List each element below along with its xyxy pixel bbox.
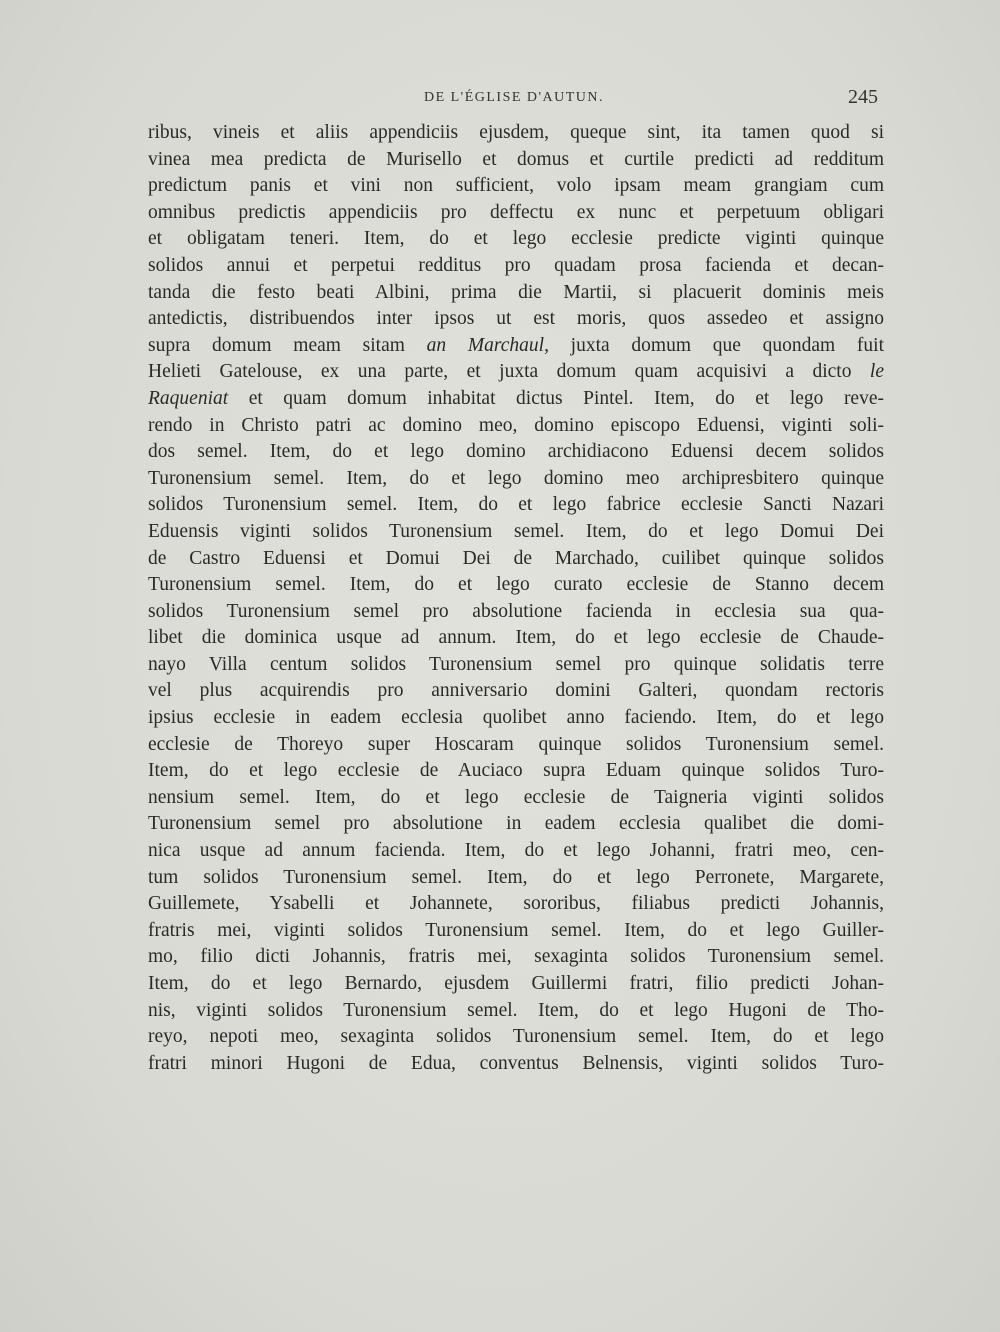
- text-line: vel plus acquirendis pro anniversario domini Galteri, quondam rectoris: [148, 680, 884, 702]
- text-line: [148, 359, 884, 386]
- body-text: [148, 120, 884, 1077]
- text-line: Eduensis viginti solidos Turonensium semel. Item, do et lego Domui Dei: [148, 520, 884, 542]
- text-line: de Castro Eduensi et Domui Dei de Marchado, cuilibet quinque solidos: [148, 547, 884, 569]
- text-line: [148, 386, 884, 413]
- text-line: fratris mei, viginti solidos Turonensium semel. Item, do et lego Guiller-: [148, 919, 884, 941]
- text-line: ribus, vineis et aliis appendiciis ejusdem, queque sint, ita tamen quod si: [148, 122, 884, 143]
- text-line: solidos Turonensium semel. Item, do et lego fabrice ecclesie Sancti Nazari: [148, 494, 884, 516]
- text-line: Turonensium semel pro absolutione in eadem ecclesia qualibet die domi-: [148, 813, 884, 835]
- italic-text: an Marchaul,: [426, 334, 549, 356]
- text-line: tanda die festo beati Albini, prima die Martii, si placuerit dominis meis: [148, 281, 884, 303]
- text-line: Item, do et lego ecclesie de Auciaco supra Eduam quinque solidos Turo-: [148, 760, 884, 782]
- text-line: reyo, nepoti meo, sexaginta solidos Turonensium semel. Item, do et lego: [148, 1026, 884, 1048]
- text-line: nis, viginti solidos Turonensium semel. Item, do et lego Hugoni de Tho-: [148, 999, 884, 1021]
- text-line: predictum panis et vini non sufficient, volo ipsam meam grangiam cum: [148, 175, 884, 197]
- text-line: vinea mea predicta de Murisello et domus et curtile predicti ad redditum: [148, 148, 884, 170]
- text-line: [148, 333, 884, 360]
- text-segment: et quam domum inhabitat dictus Pintel. Item, do et lego reve-: [228, 387, 884, 409]
- text-line: solidos Turonensium semel pro absolutione facienda in ecclesia sua qua-: [148, 600, 884, 622]
- text-line: tum solidos Turonensium semel. Item, do et lego Perronete, Margarete,: [148, 866, 884, 888]
- italic-text: le: [869, 361, 884, 383]
- text-line: antedictis, distribuendos inter ipsos ut est moris, quos assedeo et assigno: [148, 308, 884, 330]
- text-line: ecclesie de Thoreyo super Hoscaram quinque solidos Turonensium semel.: [148, 733, 884, 755]
- italic-text: Raqueniat: [148, 387, 229, 409]
- text-line: Turonensium semel. Item, do et lego domino meo archipresbitero quinque: [148, 467, 884, 489]
- text-line: omnibus predictis appendiciis pro deffectu ex nunc et perpetuum obligari: [148, 201, 884, 223]
- text-line: rendo in Christo patri ac domino meo, domino episcopo Eduensi, viginti soli-: [148, 414, 884, 436]
- text-line: et obligatam teneri. Item, do et lego ecclesie predicte viginti quinque: [148, 228, 884, 250]
- text-segment: juxta domum que quondam fuit: [548, 334, 884, 356]
- text-line: ipsius ecclesie in eadem ecclesia quolibet anno faciendo. Item, do et lego: [148, 707, 884, 729]
- text-line: libet die dominica usque ad annum. Item, do et lego ecclesie de Chaude-: [148, 627, 884, 649]
- text-line: Guillemete, Ysabelli et Johannete, sororibus, filiabus predicti Johannis,: [148, 893, 884, 915]
- text-line: fratri minori Hugoni de Edua, conventus Belnensis, viginti solidos Turo-: [148, 1052, 884, 1074]
- running-head: DE L'ÉGLISE D'AUTUN.: [423, 90, 605, 105]
- text-line: nayo Villa centum solidos Turonensium semel pro quinque solidatis terre: [148, 653, 884, 675]
- text-line: mo, filio dicti Johannis, fratris mei, sexaginta solidos Turonensium semel.: [148, 946, 884, 968]
- text-segment: Helieti Gatelouse, ex una parte, et juxta domum quam acquisivi a dicto: [148, 361, 870, 383]
- text-line: Item, do et lego Bernardo, ejusdem Guillermi fratri, filio predicti Johan-: [148, 973, 884, 994]
- text-line: nensium semel. Item, do et lego ecclesie de Taigneria viginti solidos: [148, 786, 884, 808]
- text-line: dos semel. Item, do et lego domino archidiacono Eduensi decem solidos: [148, 441, 884, 463]
- text-line: nica usque ad annum facienda. Item, do et lego Johanni, fratri meo, cen-: [148, 840, 884, 862]
- page-number: 245: [848, 86, 878, 108]
- page-header: [148, 86, 880, 114]
- text-line: Turonensium semel. Item, do et lego curato ecclesie de Stanno decem: [148, 574, 884, 596]
- text-segment: supra domum meam sitam: [148, 334, 427, 356]
- text-line: solidos annui et perpetui redditus pro quadam prosa facienda et decan-: [148, 254, 884, 276]
